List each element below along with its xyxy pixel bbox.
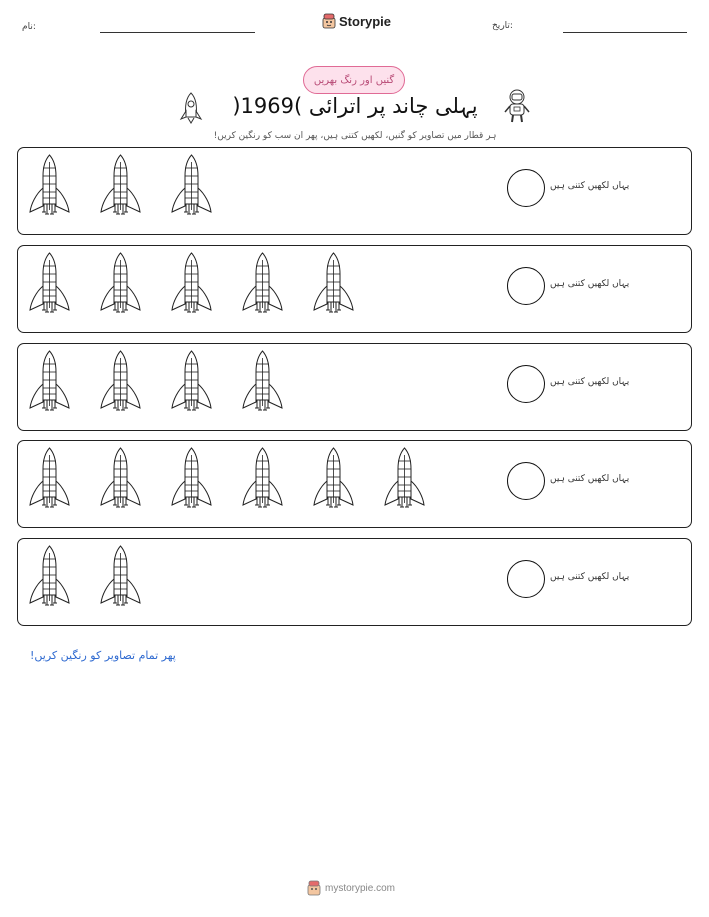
rocket-group <box>28 545 170 621</box>
rocket-icon <box>99 252 142 316</box>
brand-logo <box>322 13 391 29</box>
rocket-group <box>28 154 241 230</box>
rocket-icon <box>28 545 71 609</box>
rocket-icon <box>28 350 71 414</box>
date-label: تاریخ: <box>492 21 513 31</box>
answer-label: یہاں لکھیں کتنی ہیں <box>550 279 630 289</box>
counting-row <box>17 440 692 528</box>
date-write-line[interactable] <box>563 32 687 33</box>
rocket-icon <box>28 154 71 218</box>
answer-label: یہاں لکھیں کتنی ہیں <box>550 474 630 484</box>
answer-circle[interactable] <box>507 267 545 305</box>
rocket-icon <box>28 447 71 511</box>
rocket-group <box>28 350 312 426</box>
rocket-icon <box>99 447 142 511</box>
rocket-icon <box>99 545 142 609</box>
rocket-icon <box>170 350 213 414</box>
astronaut-icon <box>502 88 532 124</box>
answer-label: یہاں لکھیں کتنی ہیں <box>550 377 630 387</box>
answer-label: یہاں لکھیں کتنی ہیں <box>550 181 630 191</box>
rocket-icon <box>28 252 71 316</box>
rocket-icon <box>241 252 284 316</box>
footer <box>307 880 395 896</box>
page-title: پہلی چاند پر اترائی )1969( <box>232 94 478 118</box>
rocket-icon <box>170 154 213 218</box>
instructions: ہر قطار میں تصاویر کو گنیں، لکھیں کتنی ہیں، پھر ان سب کو رنگین کریں! <box>213 131 497 141</box>
answer-circle[interactable] <box>507 462 545 500</box>
rocket-icon <box>312 252 355 316</box>
storypie-logo-icon <box>322 13 336 29</box>
counting-row <box>17 245 692 333</box>
answer-circle[interactable] <box>507 365 545 403</box>
rocket-icon <box>170 252 213 316</box>
name-write-line[interactable] <box>100 32 255 33</box>
answer-circle[interactable] <box>507 560 545 598</box>
rocket-icon <box>99 350 142 414</box>
counting-row <box>17 343 692 431</box>
footer-url[interactable]: mystorypie.com <box>325 882 396 894</box>
answer-label: یہاں لکھیں کتنی ہیں <box>550 572 630 582</box>
counting-row <box>17 147 692 235</box>
counting-row <box>17 538 692 626</box>
rocket-icon <box>312 447 355 511</box>
title-row <box>150 94 560 124</box>
rocket-icon <box>170 447 213 511</box>
activity-badge: گنیں اور رنگ بھریں <box>303 66 405 94</box>
name-label: نام: <box>22 22 36 32</box>
rocket-icon <box>241 350 284 414</box>
rocket-icon <box>99 154 142 218</box>
rocket-group <box>28 252 383 328</box>
rocket-icon <box>241 447 284 511</box>
answer-circle[interactable] <box>507 169 545 207</box>
footer-instruction: پھر تمام تصاویر کو رنگین کریں! <box>30 649 176 662</box>
storypie-logo-icon <box>307 880 321 896</box>
brand-name: Storypie <box>339 13 392 29</box>
rocket-group <box>28 447 454 523</box>
rocket-icon <box>383 447 426 511</box>
